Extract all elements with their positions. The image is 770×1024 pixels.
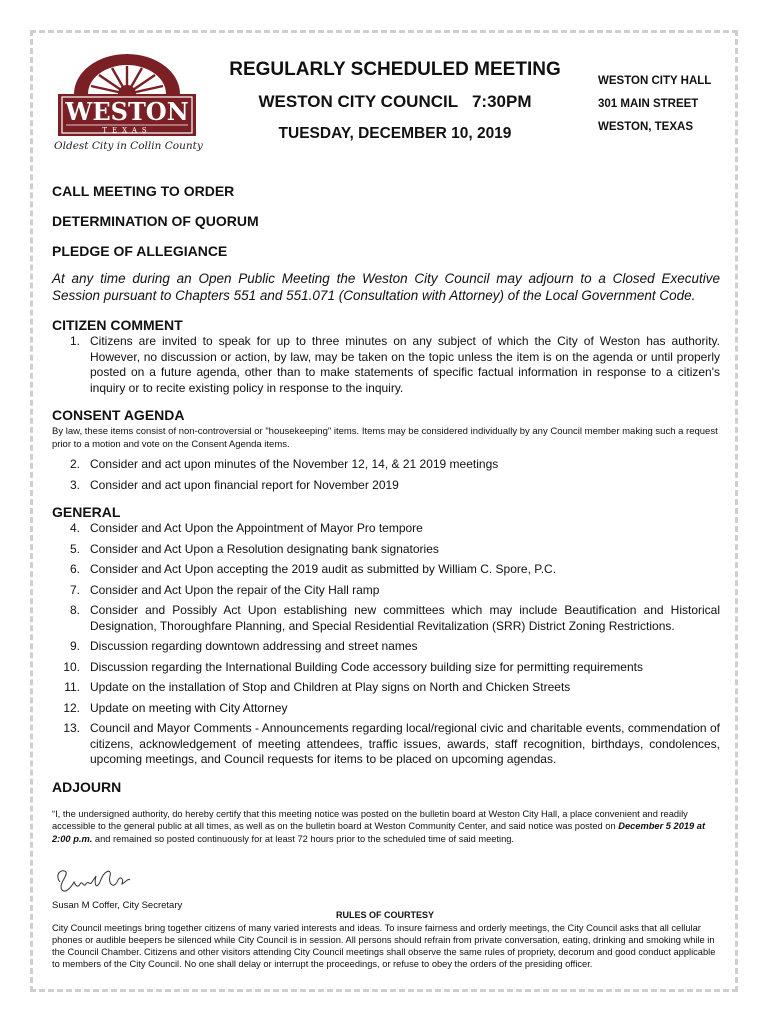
item-text: Consider and Possibly Act Upon establishing new committees which may include Beautification and Historical Designation, Thoroughfare Planning, and Special Residential Revitalization (SRR) District Zoning Restrictions. bbox=[90, 603, 720, 633]
item-number: 13. bbox=[63, 721, 80, 735]
heading-citizen-comment: CITIZEN COMMENT bbox=[52, 317, 183, 333]
address-line: 301 MAIN STREET bbox=[598, 98, 699, 110]
item-text: Consider and act upon minutes of the November 12, 14, & 21 2019 meetings bbox=[90, 457, 499, 471]
item-text: Update on meeting with City Attorney bbox=[90, 700, 288, 715]
item-text: Consider and act upon financial report for November 2019 bbox=[90, 477, 399, 492]
logo-name: WESTON bbox=[65, 97, 189, 126]
item-text: Consider and Act Upon accepting the 2019 audit as submitted by William C. Spore, P.C. bbox=[90, 562, 557, 576]
agenda-item bbox=[52, 639, 720, 655]
item-number: 10. bbox=[63, 659, 80, 674]
signer-name: Susan M Coffer, City Secretary bbox=[52, 900, 183, 911]
item-number: 1. bbox=[69, 334, 80, 348]
item-number: 12. bbox=[63, 700, 80, 715]
meeting-body-time: WESTON CITY COUNCIL 7:30PM bbox=[258, 92, 532, 111]
item-number: 6. bbox=[69, 562, 80, 576]
agenda-item bbox=[52, 583, 720, 599]
item-number: 9. bbox=[69, 639, 80, 653]
agenda-item bbox=[52, 660, 720, 676]
agenda-item bbox=[52, 521, 720, 537]
item-text: Discussion regarding the International Building Code accessory building size for permitting requirements bbox=[90, 659, 643, 674]
item-number: 3. bbox=[69, 477, 80, 492]
meeting-title-block bbox=[210, 58, 580, 144]
posted-datetime: December 5 2019 at 2:00 p.m. bbox=[52, 821, 706, 844]
item-text: Discussion regarding downtown addressing and street names bbox=[90, 639, 418, 653]
agenda-item bbox=[52, 457, 720, 473]
item-number: 4. bbox=[69, 521, 80, 535]
agenda-content bbox=[52, 182, 720, 845]
item-text: Update on the installation of Stop and Children at Play signs on North and Chicken Streets bbox=[90, 680, 571, 694]
agenda-item bbox=[52, 721, 720, 768]
certification-notice bbox=[52, 808, 720, 846]
item-text: Council and Mayor Comments - Announcements regarding local/regional civic and charitable events, commendation of citizens, acknowledgement of meeting attendees, traffic issues, awards, staff recognition, birthdays, condolences, upcoming meetings, and Council requests for items to be placed on upcoming agendas. bbox=[90, 721, 720, 766]
heading-pledge: PLEDGE OF ALLEGIANCE bbox=[52, 243, 228, 259]
agenda-item bbox=[52, 334, 720, 396]
certification-text: “I, the undersigned authority, do hereby certify that this meeting notice was posted on the bulletin board at Weston City Hall, a place convenient and readily accessible to the general public at all times, as well as on the bulletin board at Weston Community Center, and said notice was posted on bbox=[52, 808, 688, 831]
logo-tagline: Oldest City in Collin County bbox=[54, 140, 203, 152]
closed-session-statement: At any time during an Open Public Meeting the Weston City Council may adjourn to a Closed Executive Session pursuant to Chapters 551 and 551.071 (Consultation with Attorney) of the Local Government Code. bbox=[52, 271, 720, 303]
handwritten-signature bbox=[52, 862, 132, 898]
agenda-item bbox=[52, 701, 720, 717]
heading-general: GENERAL bbox=[52, 504, 121, 520]
agenda-item bbox=[52, 478, 720, 494]
consent-agenda-note: By law, these items consist of non-controversial or "housekeeping" items. Items may be considered individually by any Council member making such a request prior to a motion and vote on the Consent Agenda items. bbox=[52, 426, 718, 450]
item-number: 11. bbox=[64, 680, 80, 694]
heading-consent-agenda: CONSENT AGENDA bbox=[52, 407, 185, 423]
item-number: 2. bbox=[69, 457, 80, 471]
item-number: 7. bbox=[69, 582, 80, 597]
agenda-item bbox=[52, 603, 720, 634]
item-number: 8. bbox=[69, 603, 80, 617]
address-line: WESTON, TEXAS bbox=[598, 121, 693, 133]
address-line: WESTON CITY HALL bbox=[598, 75, 712, 87]
agenda-item bbox=[52, 542, 720, 558]
heading-quorum: DETERMINATION OF QUORUM bbox=[52, 213, 259, 229]
logo-state: TEXAS bbox=[102, 126, 152, 135]
heading-adjourn: ADJOURN bbox=[52, 778, 122, 795]
meeting-date: TUESDAY, DECEMBER 10, 2019 bbox=[278, 125, 512, 142]
rules-of-courtesy-title: RULES OF COURTESY bbox=[335, 910, 434, 920]
item-text: Consider and Act Upon the repair of the City Hall ramp bbox=[90, 582, 380, 597]
rules-of-courtesy-text: City Council meetings bring together citizens of many varied interests and ideas. To insure fairness and orderly meetings, the City Council asks that all cellular phones or audible beepers be silenced while City Council is in session. All persons should refrain from private conversation, eating, drinking and smoking while in the Council Chamber. Citizens and other visitors attending City Council meetings shall observe the same rules of propriety, decorum and good conduct applicable to members of the City Council. No one shall delay or interrupt the proceedings, or refuse to obey the orders of the presiding officer. bbox=[52, 923, 716, 969]
meeting-address bbox=[598, 70, 711, 139]
item-text: Citizens are invited to speak for up to three minutes on any subject of which the City of Weston has authority. However, no discussion or action, by law, may be taken on the topic unless the item is on the agenda or until properly posted on a future agenda, other than to make statements of specific factual information in response to a citizen's inquiry or to recite existing policy in response to the inquiry. bbox=[90, 334, 720, 395]
item-text: Consider and Act Upon a Resolution designating bank signatories bbox=[90, 541, 439, 556]
heading-call-to-order: CALL MEETING TO ORDER bbox=[52, 183, 235, 199]
agenda-item bbox=[52, 680, 720, 696]
meeting-title: REGULARLY SCHEDULED MEETING bbox=[229, 59, 561, 80]
item-text: Consider and Act Upon the Appointment of Mayor Pro tempore bbox=[90, 521, 423, 535]
item-number: 5. bbox=[69, 541, 80, 556]
certification-text-end: and remained so posted continuously for at least 72 hours prior to the scheduled time of said meeting. bbox=[92, 833, 515, 844]
agenda-item bbox=[52, 562, 720, 578]
